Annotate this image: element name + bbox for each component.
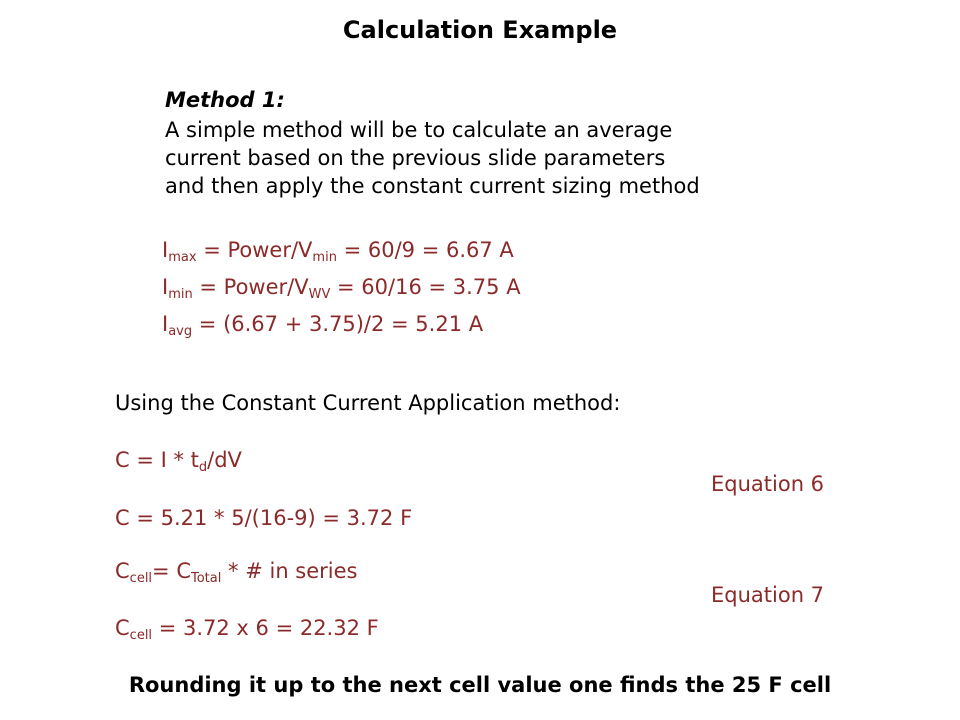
method-heading: Method 1: (165, 88, 285, 112)
application-heading: Using the Constant Current Application method: (115, 391, 621, 415)
cell-capacitance-calculation: $C_{cell} = 3.72$ x 6 = 22.32 F (115, 616, 379, 643)
method-line: current based on the previous slide parameters (165, 146, 666, 170)
cell-capacitance-formula: $C_{cell}= C_{Total}$ * # in series (115, 559, 358, 586)
method-line: A simple method will be to calculate an average (165, 118, 673, 142)
slide-title: Calculation Example (342, 16, 618, 44)
capacitance-formula: $C = I * t_d/dV$ (115, 448, 242, 475)
iavg-equation: $I_{avg} = (6.67 + 3.75)/2 = 5.21$ A (162, 312, 484, 339)
method-line: and then apply the constant current sizing method (165, 174, 700, 198)
imax-equation: $I_{max}$ = Power/$V_{min} = 60/9 = 6.67$ A (162, 238, 514, 265)
capacitance-calculation: C = 5.21 * 5/(16-9) = 3.72 F (115, 506, 413, 530)
imin-equation: $I_{min}$ = Power/$V_{WV} = 60/16 = 3.75$ A (162, 275, 521, 302)
conclusion-text: Rounding it up to the next cell value one finds the 25 F cell (128, 673, 832, 697)
method-description (165, 116, 700, 200)
equation-6-label: Equation 6 (711, 472, 825, 496)
equation-7-label: Equation 7 (711, 583, 825, 607)
